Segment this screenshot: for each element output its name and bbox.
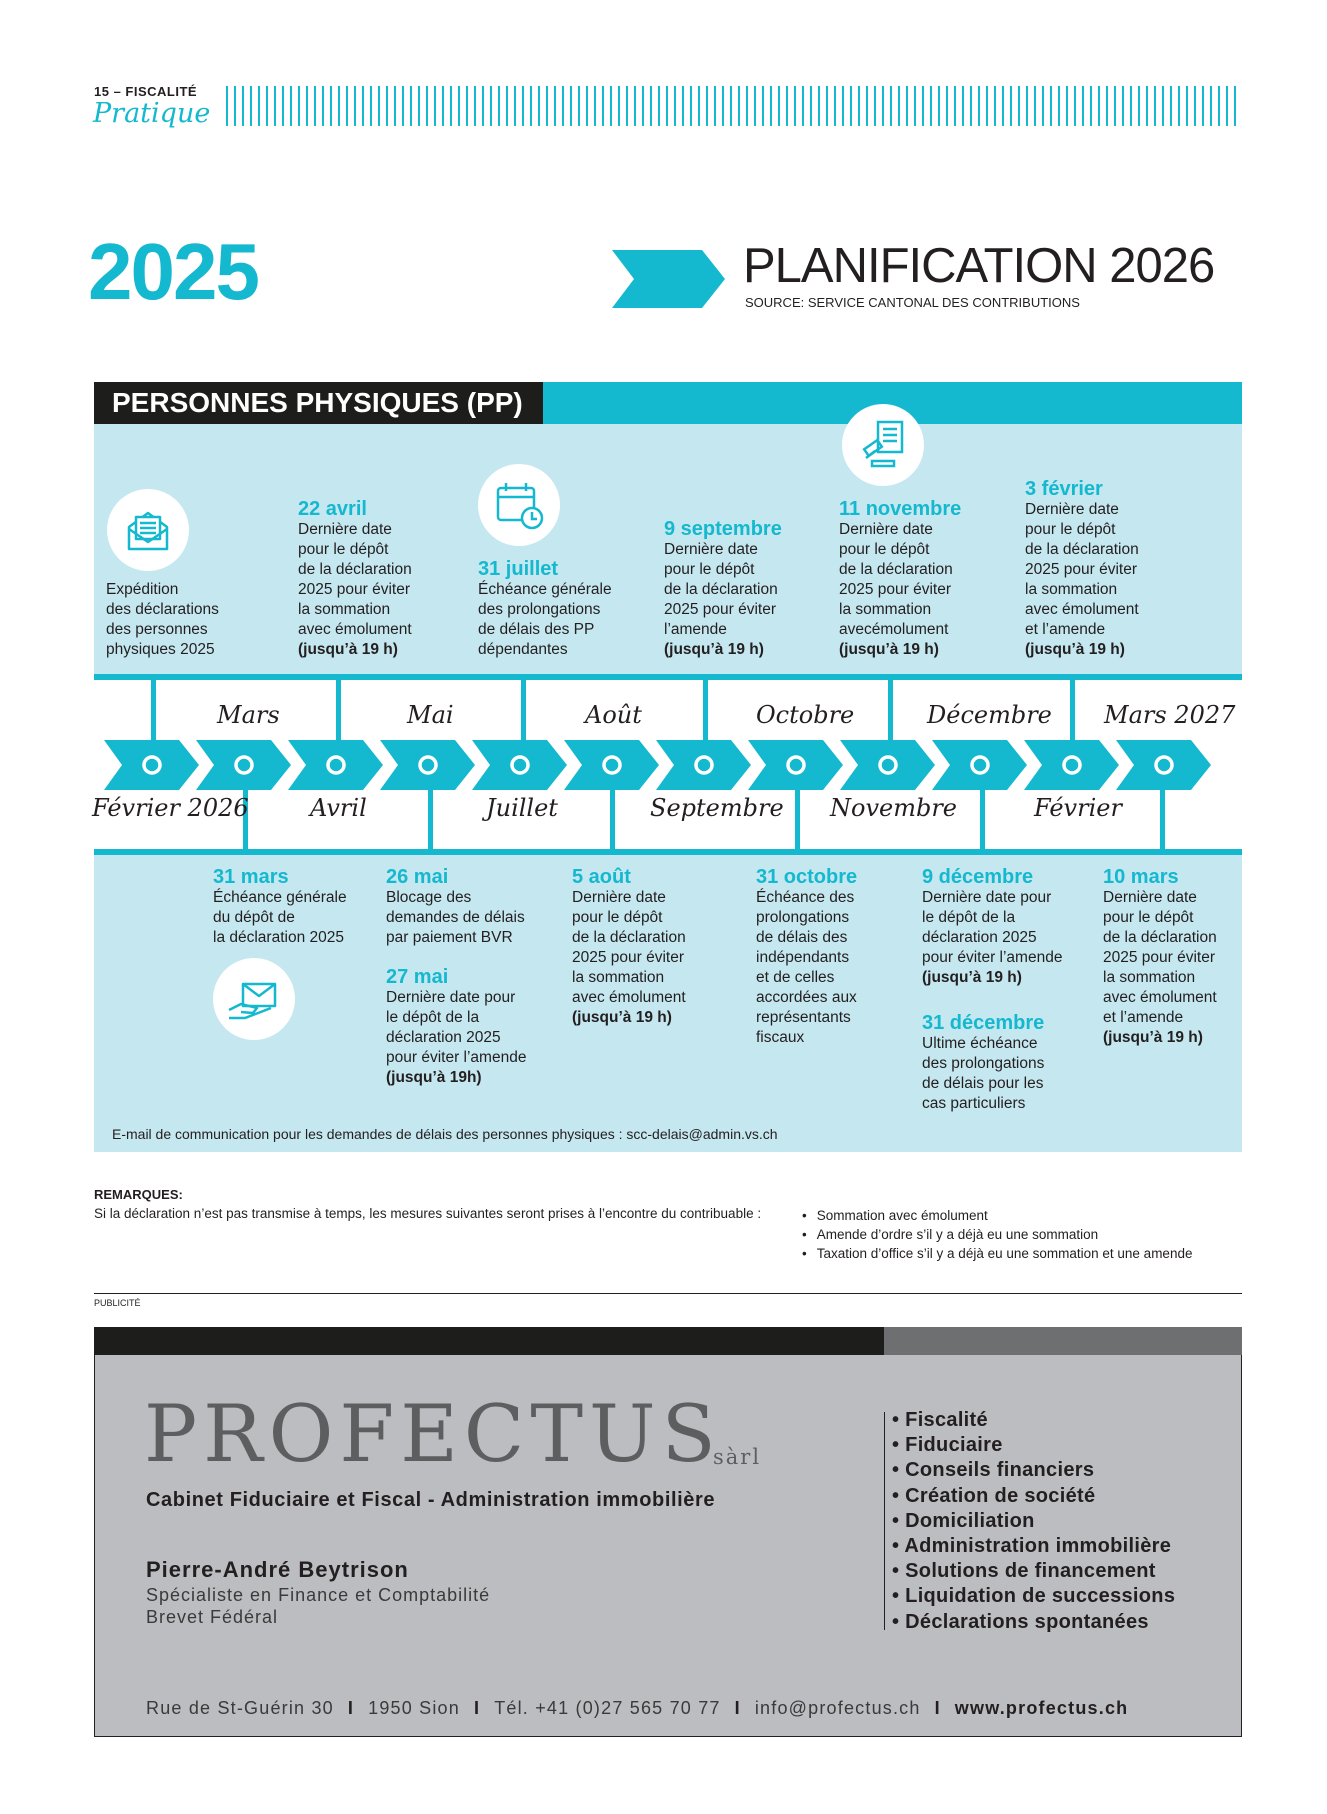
event-5-aout: 5 août Dernière date pour le dépôt de la déclaration 2025 pour éviter la sommation avec émolument (jusqu’à 19 h) xyxy=(572,866,686,1026)
ad-email[interactable]: info@profectus.ch xyxy=(754,1698,921,1718)
tick-bottom xyxy=(795,788,800,851)
event-22-avril: 22 avril Dernière date pour le dépôt de la déclaration 2025 pour éviter la sommation avec émolument (jusqu’à 19 h) xyxy=(298,498,412,658)
month-mars: Mars xyxy=(217,701,280,729)
ad-top-bar xyxy=(94,1327,884,1355)
event-11-novembre: 11 novembre Dernière date pour le dépôt de la déclaration 2025 pour éviter la sommation avecémolument (jusqu’à 19 h) xyxy=(839,498,962,658)
list-item: • Domiciliation xyxy=(892,1509,1175,1534)
section-title: PERSONNES PHYSIQUES (PP) xyxy=(94,382,543,424)
ad-person: Pierre-André Beytrison xyxy=(146,1557,409,1582)
month-mai: Mai xyxy=(407,701,454,729)
event-31-decembre: 31 décembre Ultime échéance des prolongations de délais pour les cas particuliers xyxy=(922,1012,1045,1112)
ad-contact-line: Rue de St-Guérin 30 I 1950 Sion I Tél. +41 (0)27 565 70 77 I info@profectus.ch I www.profectus.ch xyxy=(146,1698,1129,1718)
remarks-text: Si la déclaration n’est pas transmise à temps, les mesures suivantes seront prises à l’encontre du contribuable : xyxy=(94,1206,762,1221)
ad-divider xyxy=(884,1412,885,1630)
header-stripes xyxy=(226,86,1242,126)
list-item: • Déclarations spontanées xyxy=(892,1610,1175,1635)
tick-top xyxy=(1070,677,1075,742)
chevron-right-icon xyxy=(840,740,935,790)
event-26-mai: 26 mai Blocage des demandes de délais par paiement BVR xyxy=(386,866,525,946)
ad-brand: PROFECTUS xyxy=(144,1388,722,1480)
ad-services xyxy=(892,1408,1175,1635)
ad-role: Spécialiste en Finance et Comptabilité Brevet Fédéral xyxy=(146,1585,491,1627)
event-31-mars: 31 mars Échéance générale du dépôt de la déclaration 2025 xyxy=(213,866,347,946)
month-fevrier-2026: Février 2026 xyxy=(92,794,249,822)
list-item: • Fiscalité xyxy=(892,1408,1175,1433)
tick-bottom xyxy=(428,788,433,851)
ad-address: Rue de St-Guérin 30 xyxy=(146,1698,334,1718)
tick-bottom xyxy=(610,788,615,851)
event-31-octobre: 31 octobre Échéance des prolongations de délais des indépendants et de celles accordées aux représentants fiscaux xyxy=(756,866,858,1046)
event-9-septembre: 9 septembre Dernière date pour le dépôt de la déclaration 2025 pour éviter l’amende (jusqu’à 19 h) xyxy=(664,518,782,658)
list-item: • Administration immobilière xyxy=(892,1534,1175,1559)
list-item: • Amende d’ordre s’il y a déjà eu une sommation xyxy=(802,1225,1192,1244)
ad-city: 1950 Sion xyxy=(368,1698,460,1718)
ad-top-bar-accent xyxy=(884,1327,1242,1355)
ad-website[interactable]: www.profectus.ch xyxy=(954,1698,1129,1718)
event-3-fevrier: 3 février Dernière date pour le dépôt de la déclaration 2025 pour éviter la sommation avec émolument et l’amende (jusqu’à 19 h) xyxy=(1025,478,1139,658)
chevron-right-icon xyxy=(472,740,567,790)
chevron-right-icon xyxy=(1116,740,1211,790)
hand-envelope-icon xyxy=(213,958,295,1040)
chevron-right-icon xyxy=(748,740,843,790)
event-27-mai: 27 mai Dernière date pour le dépôt de la déclaration 2025 pour éviter l’amende (jusqu’à 19h) xyxy=(386,966,527,1086)
tick-bottom xyxy=(980,788,985,851)
chevron-right-icon xyxy=(380,740,475,790)
year-title: 2025 xyxy=(88,227,258,316)
month-septembre: Septembre xyxy=(650,794,784,822)
event-31-juillet: 31 juillet Échéance générale des prolongations de délais des PP dépendantes xyxy=(478,558,612,658)
ad-phone: Tél. +41 (0)27 565 70 77 xyxy=(494,1698,721,1718)
ad-tagline: Cabinet Fiduciaire et Fiscal - Administration immobilière xyxy=(146,1489,716,1511)
tick-bottom xyxy=(1160,788,1165,851)
email-note: E-mail de communication pour les demandes de délais des personnes physiques : scc-delais@admin.vs.ch xyxy=(112,1126,778,1142)
gavel-document-icon xyxy=(842,404,924,486)
tick-top xyxy=(703,677,708,742)
chevron-right-icon xyxy=(656,740,751,790)
chevron-right-icon xyxy=(564,740,659,790)
rubric-label: 15 – FISCALITÉ xyxy=(94,84,198,99)
list-item: • Fiduciaire xyxy=(892,1433,1175,1458)
month-aout: Août xyxy=(585,701,642,729)
ad-brand-suffix: sàrl xyxy=(713,1445,762,1469)
month-decembre: Décembre xyxy=(927,701,1052,729)
month-fevrier: Février xyxy=(1034,794,1122,822)
timeline-bottom-line xyxy=(94,849,1242,855)
event-expedition: Expédition des déclarations des personnes physiques 2025 xyxy=(106,581,219,658)
month-mars-2027: Mars 2027 xyxy=(1104,701,1236,729)
divider xyxy=(94,1293,1242,1294)
chevron-right-icon xyxy=(932,740,1027,790)
month-octobre: Octobre xyxy=(756,701,855,729)
timeline-chevrons xyxy=(104,740,1214,790)
calendar-clock-icon xyxy=(478,464,560,546)
month-juillet: Juillet xyxy=(486,794,558,822)
tick-top xyxy=(151,677,156,742)
tick-top xyxy=(336,677,341,742)
month-novembre: Novembre xyxy=(830,794,958,822)
source-note: SOURCE: SERVICE CANTONAL DES CONTRIBUTIONS xyxy=(745,295,1080,310)
planning-title: PLANIFICATION 2026 xyxy=(743,239,1215,293)
chevron-right-icon xyxy=(288,740,383,790)
list-item: • Solutions de financement xyxy=(892,1559,1175,1584)
chevron-right-icon xyxy=(1024,740,1119,790)
chevron-right-icon xyxy=(612,250,725,308)
event-10-mars: 10 mars Dernière date pour le dépôt de la déclaration 2025 pour éviter la sommation avec émolument et l’amende (jusqu’à 19 h) xyxy=(1103,866,1217,1046)
event-9-decembre: 9 décembre Dernière date pour le dépôt de la déclaration 2025 pour éviter l’amende (jusqu’à 19 h) xyxy=(922,866,1063,986)
list-item: • Liquidation de successions xyxy=(892,1584,1175,1609)
chevron-right-icon xyxy=(104,740,199,790)
section-label: Pratique xyxy=(93,98,211,129)
month-avril: Avril xyxy=(310,794,367,822)
tick-top xyxy=(521,677,526,742)
tick-top xyxy=(888,677,893,742)
list-item: • Taxation d’office s’il y a déjà eu une sommation et une amende xyxy=(802,1244,1192,1263)
list-item: • Conseils financiers xyxy=(892,1458,1175,1483)
remarks-title: REMARQUES: xyxy=(94,1187,183,1202)
remarks-list xyxy=(802,1206,1192,1263)
envelope-letter-icon xyxy=(107,489,189,571)
list-item: • Création de société xyxy=(892,1484,1175,1509)
publicity-label: PUBLICITÉ xyxy=(94,1298,141,1308)
chevron-right-icon xyxy=(196,740,291,790)
list-item: • Sommation avec émolument xyxy=(802,1206,1192,1225)
